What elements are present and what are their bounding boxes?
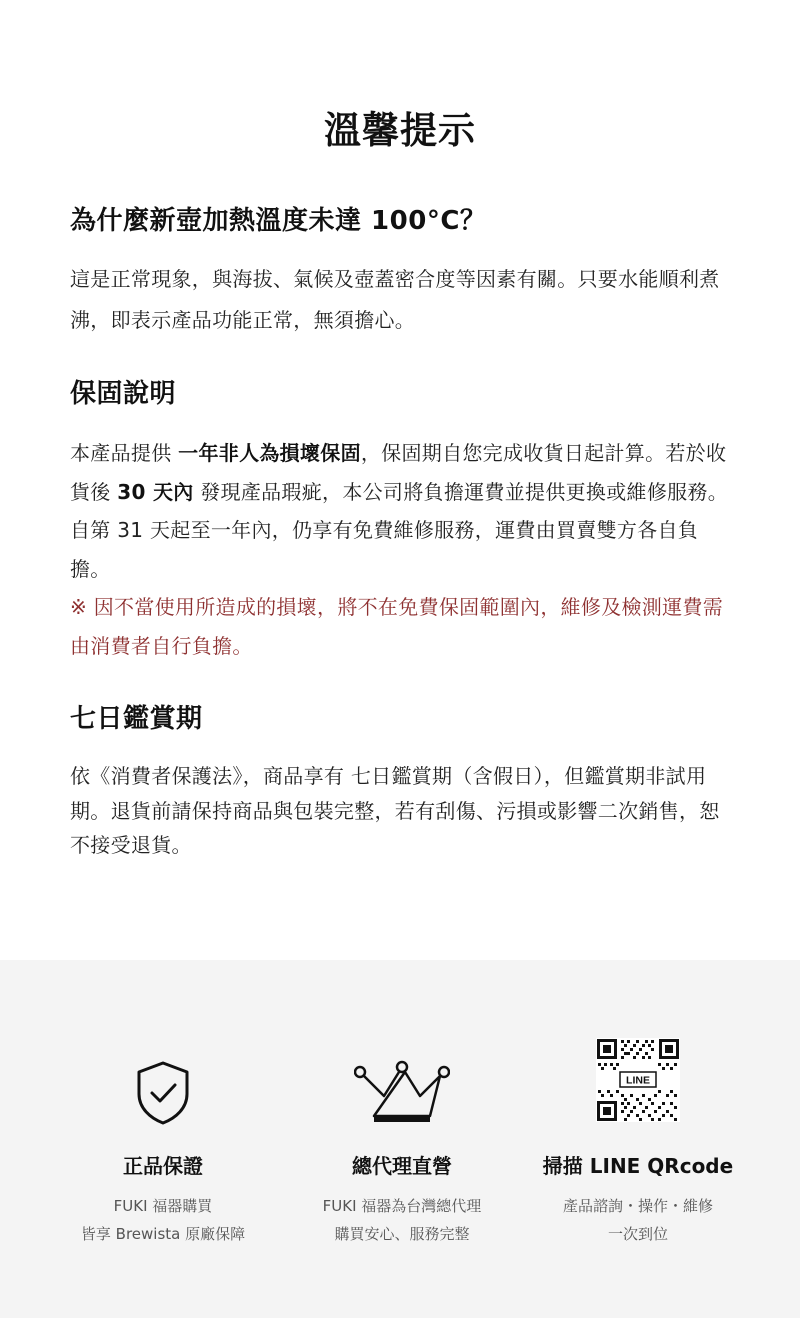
temperature-heading: 為什麼新壺加熱溫度未達 100°C？ bbox=[70, 206, 487, 236]
warranty-section bbox=[70, 373, 735, 665]
line-qrcode[interactable] bbox=[505, 1038, 771, 1122]
return-body: 依《消費者保護法》，商品享有 七日鑑賞期（含假日），但鑑賞期非試用期。退貨前請保持商品與包裝完整，若有刮傷、污損或影響二次銷售，恕不接受退貨。 bbox=[70, 764, 720, 857]
feature-line-line1: 產品諮詢・操作・維修 bbox=[562, 1197, 713, 1215]
feature-genuine-line2: 皆享 Brewista 原廠保障 bbox=[80, 1225, 246, 1243]
feature-agent bbox=[269, 960, 535, 1318]
return-heading: 七日鑑賞期 bbox=[70, 704, 203, 734]
crown-icon bbox=[269, 1060, 535, 1126]
feature-genuine-line1: FUKI 福器購買 bbox=[113, 1197, 213, 1215]
warranty-highlight-30-days: 30 天內 bbox=[117, 479, 194, 504]
warranty-highlight-one-year: 一年非人為損壞保固 bbox=[178, 441, 361, 465]
warranty-text-1: 本產品提供 bbox=[70, 441, 179, 465]
warranty-note: ※ 因不當使用所造成的損壞，將不在免費保固範圍內，維修及檢測運費需由消費者自行負擔。 bbox=[70, 595, 724, 658]
feature-agent-title: 總代理直營 bbox=[352, 1154, 452, 1178]
qr-line-label: LINE bbox=[626, 1074, 650, 1087]
shield-check-icon bbox=[30, 1060, 296, 1126]
page-title: 溫馨提示 bbox=[324, 109, 476, 152]
feature-line-qr bbox=[505, 960, 771, 1318]
feature-agent-line1: FUKI 福器為台灣總代理 bbox=[322, 1197, 482, 1215]
warranty-text-2: ，保固期自您完成收貨日起計算。若於收貨後 bbox=[70, 441, 727, 504]
feature-agent-line2: 購買安心、服務完整 bbox=[334, 1225, 470, 1243]
temperature-body: 這是正常現象，與海拔、氣候及壺蓋密合度等因素有關。只要水能順利煮沸，即表示產品功能正常，無須擔心。 bbox=[70, 267, 720, 332]
feature-genuine-title: 正品保證 bbox=[123, 1154, 203, 1178]
temperature-section bbox=[70, 200, 735, 341]
warranty-heading: 保固說明 bbox=[70, 379, 177, 409]
feature-line-line2: 一次到位 bbox=[607, 1225, 668, 1243]
features-footer bbox=[0, 960, 800, 1318]
return-section bbox=[70, 698, 735, 863]
warranty-body bbox=[70, 434, 735, 588]
feature-line-title: 掃描 LINE QRcode bbox=[542, 1154, 734, 1178]
feature-genuine bbox=[30, 960, 296, 1318]
warranty-text-3: 發現產品瑕疵，本公司將負擔運費並提供更換或維修服務。自第 31 天起至一年內，仍享有免費維修服務，運費由買賣雙方各自負擔。 bbox=[70, 479, 729, 581]
